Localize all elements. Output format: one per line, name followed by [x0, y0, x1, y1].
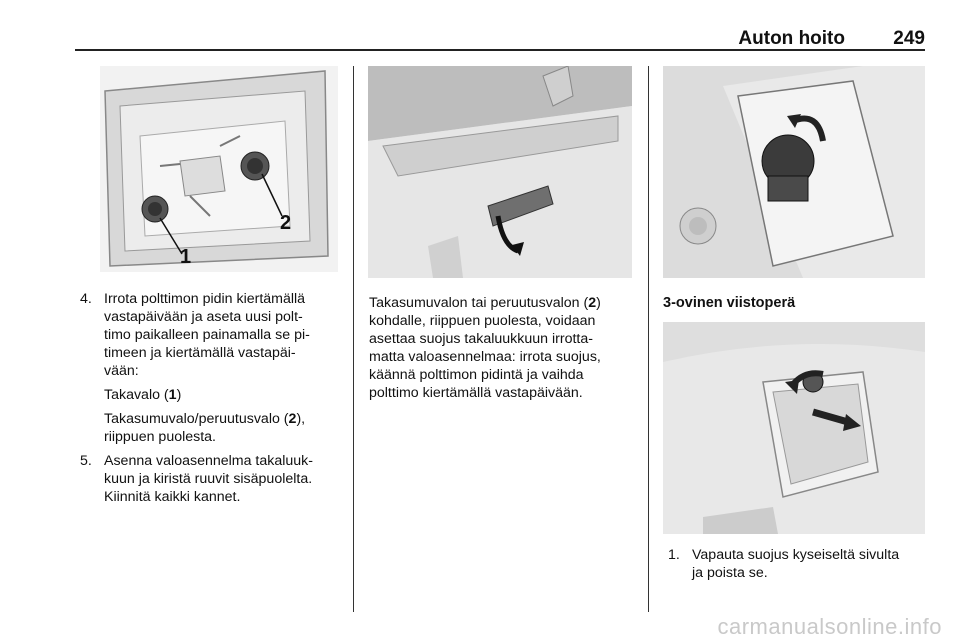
- chapter-title: Auton hoito: [738, 28, 845, 49]
- middle-line-6: polttimo kiertämällä vastapäivään.: [369, 385, 583, 401]
- step-1-line-2: ja poista se.: [692, 565, 768, 581]
- step-5-line-3: Kiinnitä kaikki kannet.: [104, 489, 241, 505]
- reverse-light-ref: 2: [288, 411, 297, 427]
- reverse-light-close: ),: [296, 411, 306, 427]
- step-5-line-1: Asenna valoasennelma takaluuk-: [104, 453, 314, 469]
- tail-light-label: Takavalo (: [104, 387, 169, 403]
- figure-3-door-cover: [663, 322, 925, 534]
- figure-tailgate-cover: [368, 66, 632, 278]
- step-4-line-4: timeen ja kiertämällä vastapäi-: [104, 345, 296, 361]
- figure-tail-lamp-assembly: [100, 66, 338, 272]
- middle-line-1-pre: Takasumuvalon tai peruutusvalon (: [369, 295, 589, 311]
- step-5: [80, 452, 342, 506]
- left-column-text: [80, 290, 342, 506]
- reverse-light-line: [104, 410, 342, 446]
- middle-line-3: asettaa suojus takaluukkuun irrotta-: [369, 331, 593, 347]
- callout-2: 2: [280, 212, 292, 234]
- middle-line-4: matta valoasennelmaa: irrota suojus,: [369, 349, 601, 365]
- section-title-3-door: 3-ovinen viistoperä: [663, 295, 796, 311]
- header-rule: [75, 49, 925, 51]
- middle-line-5: käännä polttimon pidintä ja vaihda: [369, 367, 584, 383]
- tail-light-ref: 1: [168, 387, 177, 403]
- middle-column-text: [369, 294, 639, 402]
- page-header: [75, 28, 925, 50]
- tail-light-close: ): [176, 387, 182, 403]
- step-5-number: 5.: [80, 453, 92, 469]
- watermark: carmanualsonline.info: [717, 614, 942, 639]
- callout-1: 1: [180, 246, 192, 268]
- step-4-line-1: Irrota polttimon pidin kiertämällä: [104, 291, 306, 307]
- step-4-number: 4.: [80, 291, 92, 307]
- right-column-text: [668, 546, 930, 582]
- step-4-line-5: vään:: [104, 363, 139, 379]
- step-5-line-2: kuun ja kiristä ruuvit sisäpuolelta.: [104, 471, 313, 487]
- page-number: 249: [893, 28, 925, 49]
- tail-light-line: [104, 386, 342, 404]
- middle-line-2: kohdalle, riippuen puolesta, voidaan: [369, 313, 596, 329]
- middle-line-1-ref: 2: [588, 295, 597, 311]
- step-4: [80, 290, 342, 380]
- step-1-number: 1.: [668, 547, 680, 563]
- column-divider-2: [648, 66, 649, 612]
- step-4-line-3: timo paikalleen painamalla se pi-: [104, 327, 310, 343]
- step-1-line-1: Vapauta suojus kyseiseltä sivulta: [692, 547, 900, 563]
- figure-bulb-holder: [663, 66, 925, 278]
- reverse-light-line-2: riippuen puolesta.: [104, 429, 217, 445]
- reverse-light-label: Takasumuvalo/peruutusvalo (: [104, 411, 289, 427]
- step-1: [668, 546, 930, 582]
- step-4-line-2: vastapäivään ja aseta uusi polt-: [104, 309, 303, 325]
- column-divider-1: [353, 66, 354, 612]
- middle-line-1-post: ): [596, 295, 601, 311]
